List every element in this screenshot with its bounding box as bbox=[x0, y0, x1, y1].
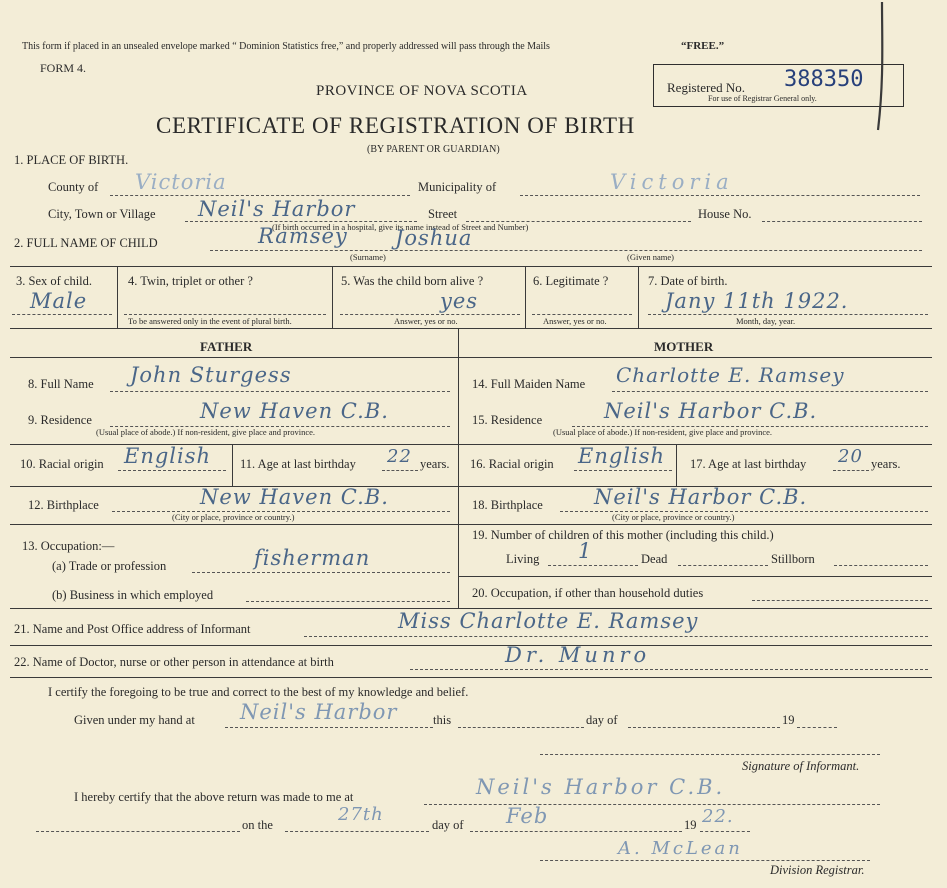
father-occupation-label: 13. Occupation:— bbox=[22, 539, 115, 553]
divider bbox=[458, 328, 459, 608]
registrar-statement: I hereby certify that the above return was made to me at bbox=[74, 790, 354, 804]
postal-notice-free: “FREE.” bbox=[681, 40, 725, 52]
mother-birthplace-note: (City or place, province or country.) bbox=[612, 512, 735, 522]
mother-residence-note: (Usual place of abode.) If non-resident, give place and province. bbox=[553, 427, 773, 437]
registrar-month-line bbox=[470, 831, 682, 832]
father-name: John Sturgess bbox=[130, 363, 292, 387]
registrar-year-line bbox=[700, 831, 750, 832]
informant-signature-line bbox=[540, 754, 880, 755]
date-of-birth-value: Jany 11th 1922. bbox=[665, 289, 849, 313]
divider bbox=[638, 266, 639, 328]
father-residence-note: (Usual place of abode.) If non-resident, give place and province. bbox=[96, 427, 316, 437]
father-years-label: years. bbox=[420, 457, 450, 471]
father-name-label: 8. Full Name bbox=[28, 377, 94, 391]
municipality-value: Victoria bbox=[610, 170, 734, 194]
mother-occupation-label: 20. Occupation, if other than household duties bbox=[472, 586, 704, 600]
divider bbox=[332, 266, 333, 328]
father-birthplace-label: 12. Birthplace bbox=[28, 498, 99, 512]
date-of-birth-line bbox=[648, 314, 928, 315]
trade-label: (a) Trade or profession bbox=[52, 559, 167, 573]
rule bbox=[10, 677, 932, 678]
legitimate-label: 6. Legitimate ? bbox=[533, 274, 609, 288]
place-of-birth-heading: 1. PLACE OF BIRTH. bbox=[14, 153, 129, 167]
stillborn-line bbox=[834, 565, 928, 566]
informant-label: 21. Name and Post Office address of Informant bbox=[14, 622, 251, 636]
business-label: (b) Business in which employed bbox=[52, 588, 214, 602]
mother-age-label: 17. Age at last birthday bbox=[690, 457, 807, 471]
father-age-label: 11. Age at last birthday bbox=[240, 457, 356, 471]
on-the-label: on the bbox=[242, 818, 273, 832]
father-racial-line bbox=[118, 470, 226, 471]
trade-value: fisherman bbox=[254, 546, 371, 570]
living-line bbox=[548, 565, 638, 566]
father-age-line bbox=[382, 470, 418, 471]
certificate-title: CERTIFICATE OF REGISTRATION OF BIRTH bbox=[156, 113, 635, 138]
registrar-day-of-label: day of bbox=[432, 818, 464, 832]
born-alive-value: yes bbox=[440, 289, 479, 313]
sex-line bbox=[12, 314, 112, 315]
trade-line bbox=[192, 572, 450, 573]
dead-label: Dead bbox=[641, 552, 668, 566]
father-residence-label: 9. Residence bbox=[28, 413, 92, 427]
registrar-signature: A. McLean bbox=[618, 838, 743, 859]
mother-age-line bbox=[833, 470, 869, 471]
registrar-day-line bbox=[285, 831, 429, 832]
registrar-year-prefix: 19 bbox=[684, 818, 697, 832]
registrar-day: 27th bbox=[338, 804, 384, 825]
form-number: FORM 4. bbox=[40, 61, 87, 75]
father-racial-label: 10. Racial origin bbox=[20, 457, 104, 471]
city-value: Neil's Harbor bbox=[198, 197, 356, 221]
born-alive-label: 5. Was the child born alive ? bbox=[341, 274, 484, 288]
mother-racial-origin: English bbox=[578, 444, 666, 468]
given-day-of-label: day of bbox=[586, 713, 618, 727]
father-birthplace: New Haven C.B. bbox=[200, 485, 389, 509]
legitimate-line bbox=[532, 314, 632, 315]
father-heading: FATHER bbox=[200, 339, 253, 354]
divider bbox=[525, 266, 526, 328]
divider bbox=[117, 266, 118, 328]
father-name-line bbox=[110, 391, 450, 392]
certificate-subtitle: (BY PARENT OR GUARDIAN) bbox=[367, 144, 500, 155]
registrar-place-line bbox=[424, 804, 880, 805]
street-note: (If birth occurred in a hospital, give its name instead of Street and Number) bbox=[272, 222, 529, 232]
born-alive-line bbox=[340, 314, 520, 315]
legitimate-note: Answer, yes or no. bbox=[543, 316, 607, 326]
registrar-place: Neil's Harbor C.B. bbox=[476, 775, 726, 799]
street-label: Street bbox=[428, 207, 458, 221]
doctor-line bbox=[410, 669, 928, 670]
county-value: Victoria bbox=[135, 170, 227, 194]
living-label: Living bbox=[506, 552, 540, 566]
registered-number: 388350 bbox=[784, 67, 864, 92]
mother-heading: MOTHER bbox=[654, 339, 714, 354]
rule bbox=[10, 266, 932, 267]
business-line bbox=[246, 601, 450, 602]
this-line bbox=[458, 727, 584, 728]
mother-name: Charlotte E. Ramsey bbox=[616, 363, 845, 387]
child-given-name: Joshua bbox=[395, 226, 473, 250]
given-at-line bbox=[225, 727, 433, 728]
divider bbox=[232, 444, 233, 486]
mother-name-label: 14. Full Maiden Name bbox=[472, 377, 586, 391]
given-year-line bbox=[797, 727, 837, 728]
living-value: 1 bbox=[578, 539, 593, 563]
mother-birthplace: Neil's Harbor C.B. bbox=[594, 485, 808, 509]
rule bbox=[10, 645, 932, 646]
rule bbox=[458, 576, 932, 577]
given-at-label: Given under my hand at bbox=[74, 713, 195, 727]
mother-children-label: 19. Number of children of this mother (including this child.) bbox=[472, 528, 774, 542]
given-at-value: Neil's Harbor bbox=[240, 700, 398, 724]
informant-line bbox=[304, 636, 928, 637]
father-racial-origin: English bbox=[124, 444, 212, 468]
sex-label: 3. Sex of child. bbox=[16, 274, 93, 288]
registrar-signature-caption: Division Registrar. bbox=[770, 863, 865, 877]
given-year-prefix: 19 bbox=[782, 713, 795, 727]
mother-racial-line bbox=[574, 470, 672, 471]
city-label: City, Town or Village bbox=[48, 207, 156, 221]
surname-caption: (Surname) bbox=[350, 252, 386, 262]
house-label: House No. bbox=[698, 207, 752, 221]
given-month-line bbox=[628, 727, 780, 728]
registered-label: Registered No. bbox=[667, 80, 745, 95]
father-age: 22 bbox=[387, 446, 412, 467]
rule bbox=[10, 524, 932, 525]
registrar-use-note: For use of Registrar General only. bbox=[708, 94, 817, 103]
rule bbox=[10, 328, 932, 329]
date-of-birth-label: 7. Date of birth. bbox=[648, 274, 728, 288]
divider bbox=[676, 444, 677, 486]
mother-birthplace-label: 18. Birthplace bbox=[472, 498, 543, 512]
ink-mark bbox=[860, 0, 900, 140]
father-birthplace-note: (City or place, province or country.) bbox=[172, 512, 295, 522]
province-heading: PROVINCE OF NOVA SCOTIA bbox=[316, 83, 528, 99]
twin-label: 4. Twin, triplet or other ? bbox=[128, 274, 253, 288]
registrar-blank-line bbox=[36, 831, 240, 832]
mother-age: 20 bbox=[838, 446, 863, 467]
postal-notice: This form if placed in an unsealed envelope marked “ Dominion Statistics free,” and properly addressed will pass through the Mails bbox=[22, 41, 550, 52]
mother-residence: Neil's Harbor C.B. bbox=[604, 399, 818, 423]
child-surname: Ramsey bbox=[258, 224, 348, 248]
rule bbox=[10, 357, 932, 358]
county-label: County of bbox=[48, 180, 99, 194]
doctor-value: Dr. Munro bbox=[505, 643, 651, 667]
informant-value: Miss Charlotte E. Ramsey bbox=[398, 609, 699, 633]
registrar-signature-line bbox=[540, 860, 870, 861]
stillborn-label: Stillborn bbox=[771, 552, 815, 566]
this-label: this bbox=[433, 713, 452, 727]
sex-value: Male bbox=[30, 289, 88, 313]
house-line bbox=[762, 221, 922, 222]
given-name-caption: (Given name) bbox=[627, 252, 674, 262]
mother-name-line bbox=[612, 391, 928, 392]
dead-line bbox=[678, 565, 768, 566]
mother-years-label: years. bbox=[871, 457, 901, 471]
father-residence: New Haven C.B. bbox=[200, 399, 389, 423]
municipality-line bbox=[520, 195, 920, 196]
mother-residence-label: 15. Residence bbox=[472, 413, 543, 427]
ink-stroke bbox=[878, 2, 882, 130]
date-of-birth-note: Month, day, year. bbox=[736, 316, 796, 326]
registrar-month: Feb bbox=[506, 804, 549, 828]
informant-signature-caption: Signature of Informant. bbox=[742, 759, 860, 773]
county-line bbox=[110, 195, 410, 196]
twin-line bbox=[124, 314, 326, 315]
municipality-label: Municipality of bbox=[418, 180, 497, 194]
doctor-label: 22. Name of Doctor, nurse or other person in attendance at birth bbox=[14, 655, 334, 669]
twin-note: To be answered only in the event of plural birth. bbox=[128, 316, 292, 326]
mother-occupation-line bbox=[752, 600, 928, 601]
child-name-line bbox=[210, 250, 922, 251]
born-alive-note: Answer, yes or no. bbox=[394, 316, 458, 326]
certify-statement: I certify the foregoing to be true and correct to the best of my knowledge and belief. bbox=[48, 685, 469, 699]
registrar-year: 22. bbox=[702, 806, 734, 827]
mother-racial-label: 16. Racial origin bbox=[470, 457, 554, 471]
child-name-label: 2. FULL NAME OF CHILD bbox=[14, 236, 158, 250]
